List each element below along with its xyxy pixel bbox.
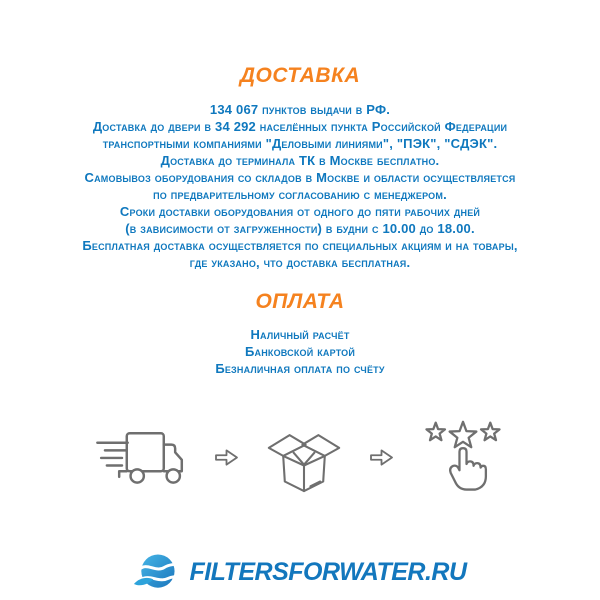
delivery-line: 134 067 пунктов выдачи в РФ.	[209, 102, 391, 117]
payment-line: Наличный расчёт	[250, 327, 350, 342]
fast-delivery-truck-icon	[93, 420, 189, 494]
delivery-line: Доставка до двери в 34 292 населённых пункта Российской Федерации	[92, 119, 508, 134]
delivery-section-title: ДОСТАВКА	[239, 64, 361, 87]
delivery-line: Бесплатная доставка осуществляется по специальных акциям и на товары,	[82, 238, 518, 253]
delivery-line: транспортными компаниями "Деловыми линиями", "ПЭК", "СДЭК".	[102, 136, 498, 151]
arrow-right-icon	[368, 447, 395, 468]
site-logo	[0, 551, 600, 593]
delivery-line: где указано, что доставка бесплатная.	[189, 255, 411, 270]
water-wave-logo-icon	[133, 551, 181, 593]
arrow-right-icon	[213, 447, 240, 468]
payment-section-title: ОПЛАТА	[255, 290, 345, 313]
delivery-line: по предварительному согласованию с менеджером.	[153, 187, 447, 202]
delivery-text-block	[0, 101, 600, 271]
star-rating-hand-icon	[419, 413, 507, 501]
site-logo-text: FILTERSFORWATER.RU	[189, 557, 467, 586]
delivery-line: Доставка до терминала ТК в Москве бесплатно.	[160, 153, 440, 168]
delivery-line: (в зависимости от загруженности) в будни с 10.00 до 18.00.	[125, 221, 475, 236]
delivery-line: Самовывоз оборудования со складов в Москве и области осуществляется	[84, 170, 516, 185]
delivery-line: Сроки доставки оборудования от одного до пяти рабочих дней	[119, 204, 481, 219]
delivery-process-icons	[0, 413, 600, 501]
payment-text-block	[0, 326, 600, 377]
payment-line: Безналичная оплата по счёту	[215, 361, 385, 376]
open-box-icon	[264, 419, 344, 496]
payment-line: Банковской картой	[244, 344, 356, 359]
